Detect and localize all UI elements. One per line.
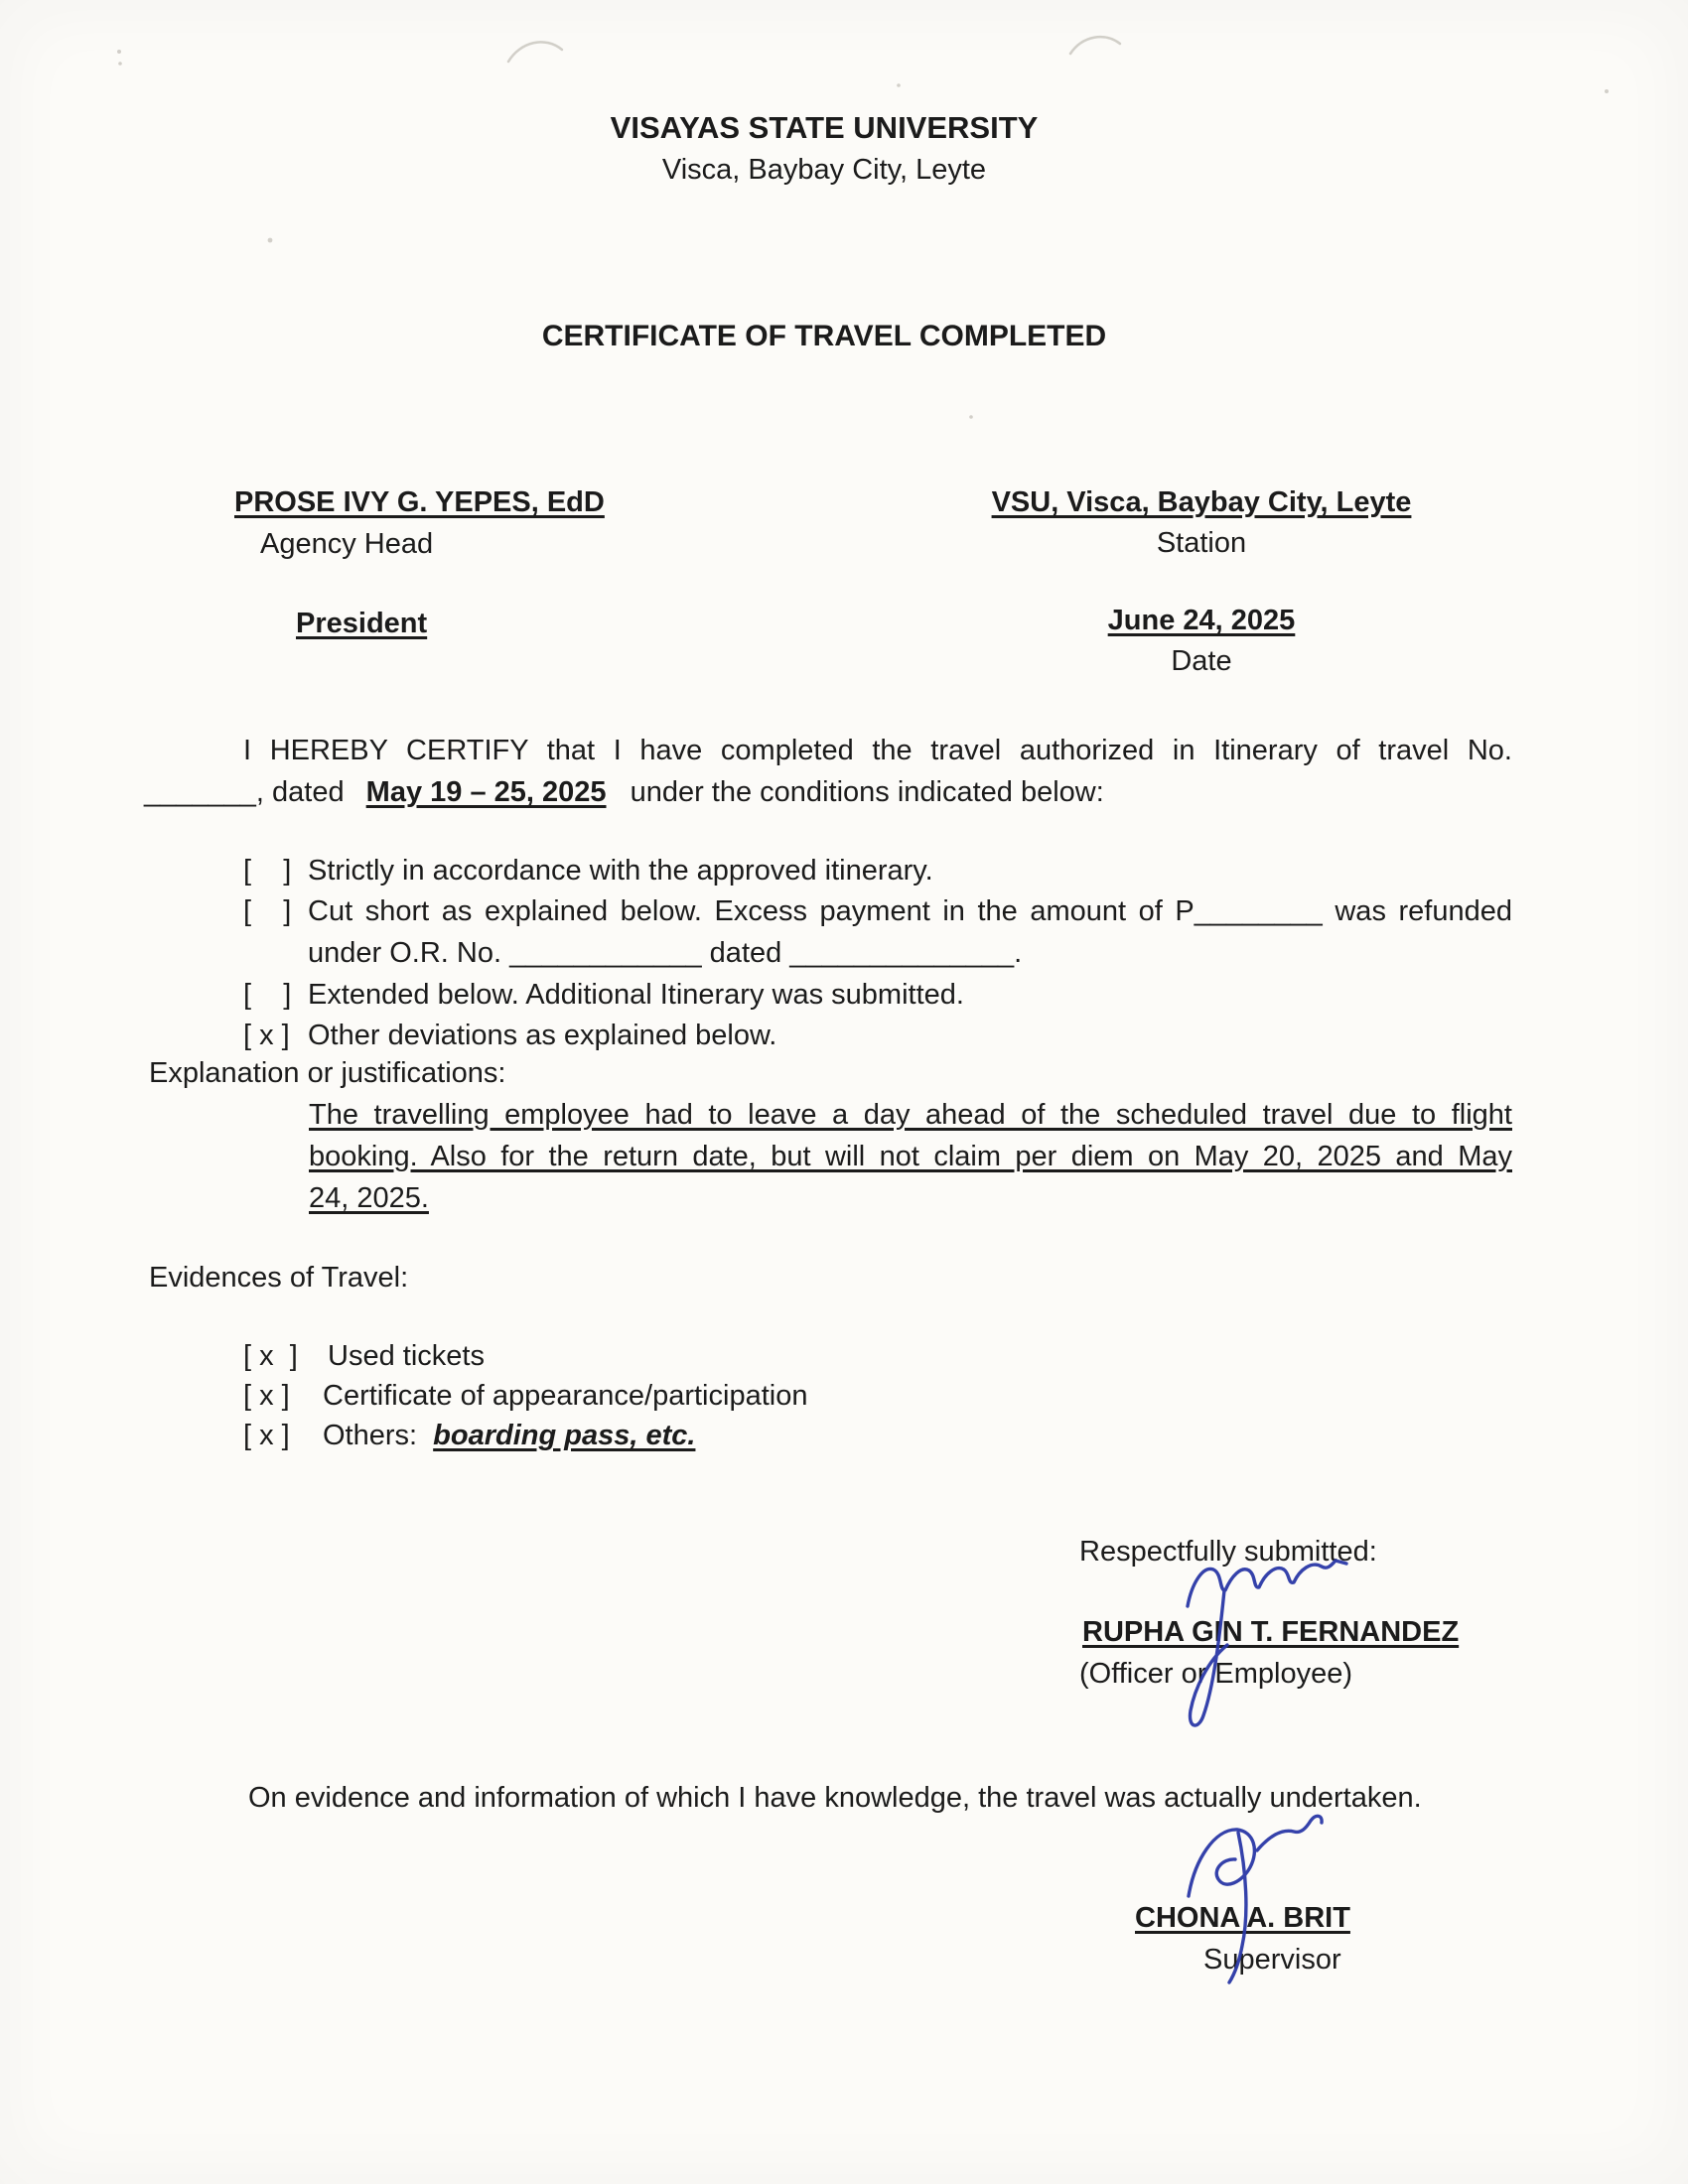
scan-artifact-arc — [1070, 37, 1120, 54]
agency-head-block — [234, 483, 605, 642]
evidence-others-label: Others: — [323, 1420, 418, 1451]
scan-speck — [268, 238, 273, 243]
certification-line2 — [144, 773, 1104, 811]
scan-speck — [1605, 89, 1609, 93]
checkbox-other-deviations: [ x ] — [243, 1020, 290, 1051]
respectfully-submitted-label: Respectfully submitted: — [1079, 1536, 1377, 1568]
station-label: Station — [1156, 527, 1247, 559]
supervisor-label: Supervisor — [1203, 1944, 1341, 1976]
scan-speck — [117, 50, 121, 54]
station-value: VSU, Visca, Baybay City, Leyte — [991, 486, 1412, 518]
evidence-others-emphasis: boarding pass, etc. — [433, 1420, 696, 1451]
agency-head-label: Agency Head — [260, 528, 434, 560]
explanation-line1: The travelling employee had to leave a day ahead of the scheduled travel due to flight — [309, 1099, 1512, 1131]
travel-date-label: Date — [1171, 645, 1232, 677]
university-name: VISAYAS STATE UNIVERSITY — [610, 110, 1039, 145]
checkbox-others: [ x ] — [243, 1420, 290, 1451]
condition-extended: Extended below. Additional Itinerary was submitted. — [308, 979, 964, 1011]
scan-speck — [897, 83, 901, 87]
checkbox-cut-short: [ ] — [243, 895, 292, 927]
agency-head-position: President — [296, 608, 428, 639]
condition-cut-short: Cut short as explained below. Excess payment in the amount of P________ was refunded — [308, 895, 1512, 927]
explanation-label: Explanation or justifications: — [149, 1057, 506, 1089]
document-title-row — [0, 318, 1648, 355]
certification-line1: I HEREBY CERTIFY that I have completed the travel authorized in Itinerary of travel No. — [243, 735, 1512, 766]
officer-name: RUPHA GIN T. FERNANDEZ — [1082, 1616, 1460, 1648]
brit-signature-flick — [1257, 1816, 1322, 1850]
brit-signature-loop — [1189, 1830, 1254, 1896]
explanation-line3: 24, 2025. — [309, 1182, 429, 1214]
scan-speck — [118, 62, 122, 66]
scan-speck — [969, 415, 973, 419]
itinerary-no-blank: _______ — [144, 776, 256, 808]
scan-artifact-arc — [508, 42, 562, 62]
officer-label: (Officer or Employee) — [1079, 1658, 1353, 1690]
agency-head-name: PROSE IVY G. YEPES, EdD — [234, 486, 605, 518]
evidence-others — [323, 1417, 695, 1454]
travel-dates: May 19 – 25, 2025 — [365, 776, 607, 808]
dated-prefix: , dated — [255, 776, 345, 808]
explanation-line2: booking. Also for the return date, but will not claim per diem on May 20, 2025 and May — [309, 1141, 1512, 1172]
travel-date-value: June 24, 2025 — [1107, 605, 1296, 636]
certification-line2-suffix: under the conditions indicated below: — [630, 776, 1104, 808]
supervisor-name: CHONA A. BRIT — [1135, 1902, 1350, 1934]
evidence-certificate-appearance: Certificate of appearance/participation — [323, 1380, 808, 1412]
station-date-block — [978, 483, 1425, 680]
checkbox-strictly: [ ] — [243, 855, 292, 887]
checkbox-extended: [ ] — [243, 979, 292, 1011]
evidences-label: Evidences of Travel: — [149, 1262, 409, 1294]
scan-artifacts — [117, 37, 1609, 419]
document-title: CERTIFICATE OF TRAVEL COMPLETED — [541, 320, 1107, 352]
evidence-used-tickets: Used tickets — [328, 1340, 485, 1372]
condition-other-deviations: Other deviations as explained below. — [308, 1020, 777, 1051]
checkbox-used-tickets: [ x ] — [243, 1340, 298, 1372]
attestation-statement: On evidence and information of which I have knowledge, the travel was actually undertaken. — [248, 1782, 1422, 1814]
condition-cut-short-line2: under O.R. No. ____________ dated ______________. — [308, 937, 1023, 969]
letterhead — [0, 109, 1648, 189]
checkbox-certificate-appearance: [ x ] — [243, 1380, 290, 1412]
condition-strictly: Strictly in accordance with the approved itinerary. — [308, 855, 933, 887]
university-address: Visca, Baybay City, Leyte — [661, 154, 987, 186]
